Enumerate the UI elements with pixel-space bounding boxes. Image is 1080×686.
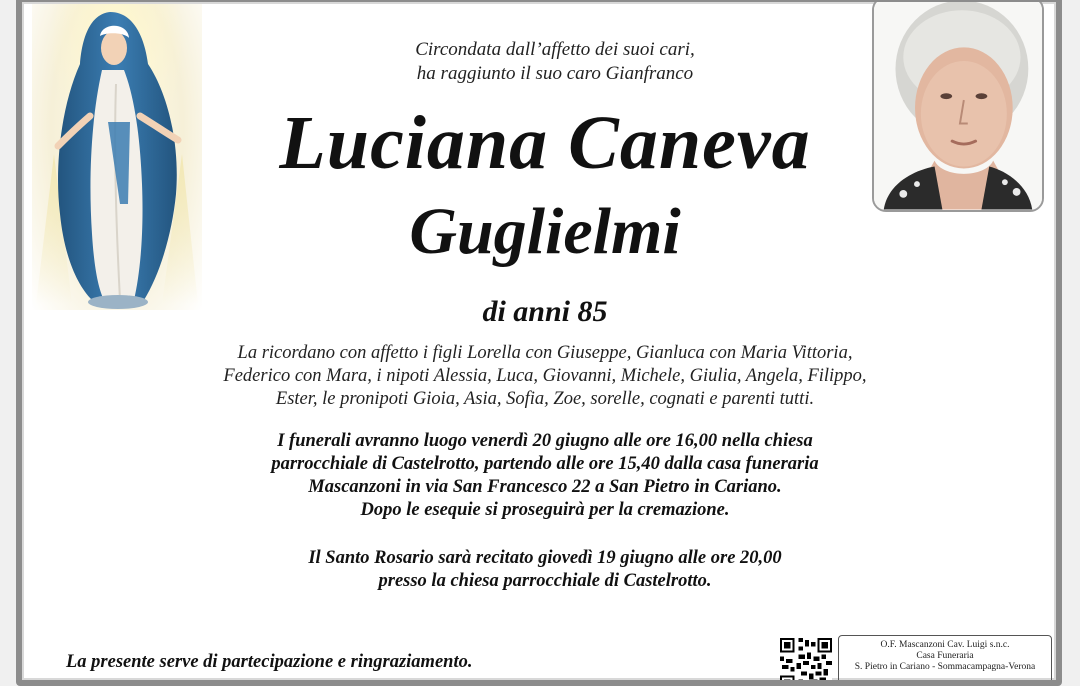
- funeral-agency-box: [838, 635, 1052, 686]
- funeral-info: [22, 430, 1062, 522]
- deceased-surname: Guglielmi: [409, 195, 681, 268]
- rosary-line: presso la chiesa parrocchiale di Castelrotto.: [378, 571, 712, 591]
- rosary-info: [22, 547, 1062, 593]
- deceased-name: Luciana Caneva: [279, 101, 811, 185]
- mourners-text: [22, 342, 1062, 411]
- mourners-line: Ester, le pronipoti Gioia, Asia, Sofia, Zoe, sorelle, cognati e parenti tutti.: [275, 389, 815, 409]
- agency-name: O.F. Mascanzoni Cav. Luigi s.n.c.: [880, 640, 1010, 650]
- deceased-age: di anni 85: [482, 295, 608, 328]
- intro-text: [22, 38, 1062, 86]
- closing-note: La presente serve di partecipazione e ringraziamento.: [66, 652, 473, 672]
- agency-type: Casa Funeraria: [916, 651, 974, 661]
- mourners-line: Federico con Mara, i nipoti Alessia, Luca, Giovanni, Michele, Giulia, Angela, Filippo,: [223, 366, 867, 386]
- rosary-line: Il Santo Rosario sarà recitato giovedì 19 giugno alle ore 20,00: [308, 548, 782, 568]
- funeral-line: Mascanzoni in via San Francesco 22 a San Pietro in Cariano.: [308, 477, 782, 497]
- intro-line: ha raggiunto il suo caro Gianfranco: [416, 63, 694, 84]
- mourners-line: La ricordano con affetto i figli Lorella con Giuseppe, Gianluca con Maria Vittoria,: [237, 343, 853, 363]
- funeral-line: Dopo le esequie si proseguirà per la cremazione.: [360, 500, 730, 520]
- funeral-line: parrocchiale di Castelrotto, partendo alle ore 15,40 dalla casa funeraria: [271, 454, 819, 474]
- funeral-line: I funerali avranno luogo venerdì 20 giugno alle ore 16,00 nella chiesa: [277, 431, 813, 451]
- qr-code[interactable]: [780, 638, 832, 686]
- obituary-sheet: [16, 0, 1062, 686]
- intro-line: Circondata dall’affetto dei suoi cari,: [415, 39, 695, 60]
- agency-locations: S. Pietro in Cariano - Sommacampagna-Verona: [854, 662, 1036, 672]
